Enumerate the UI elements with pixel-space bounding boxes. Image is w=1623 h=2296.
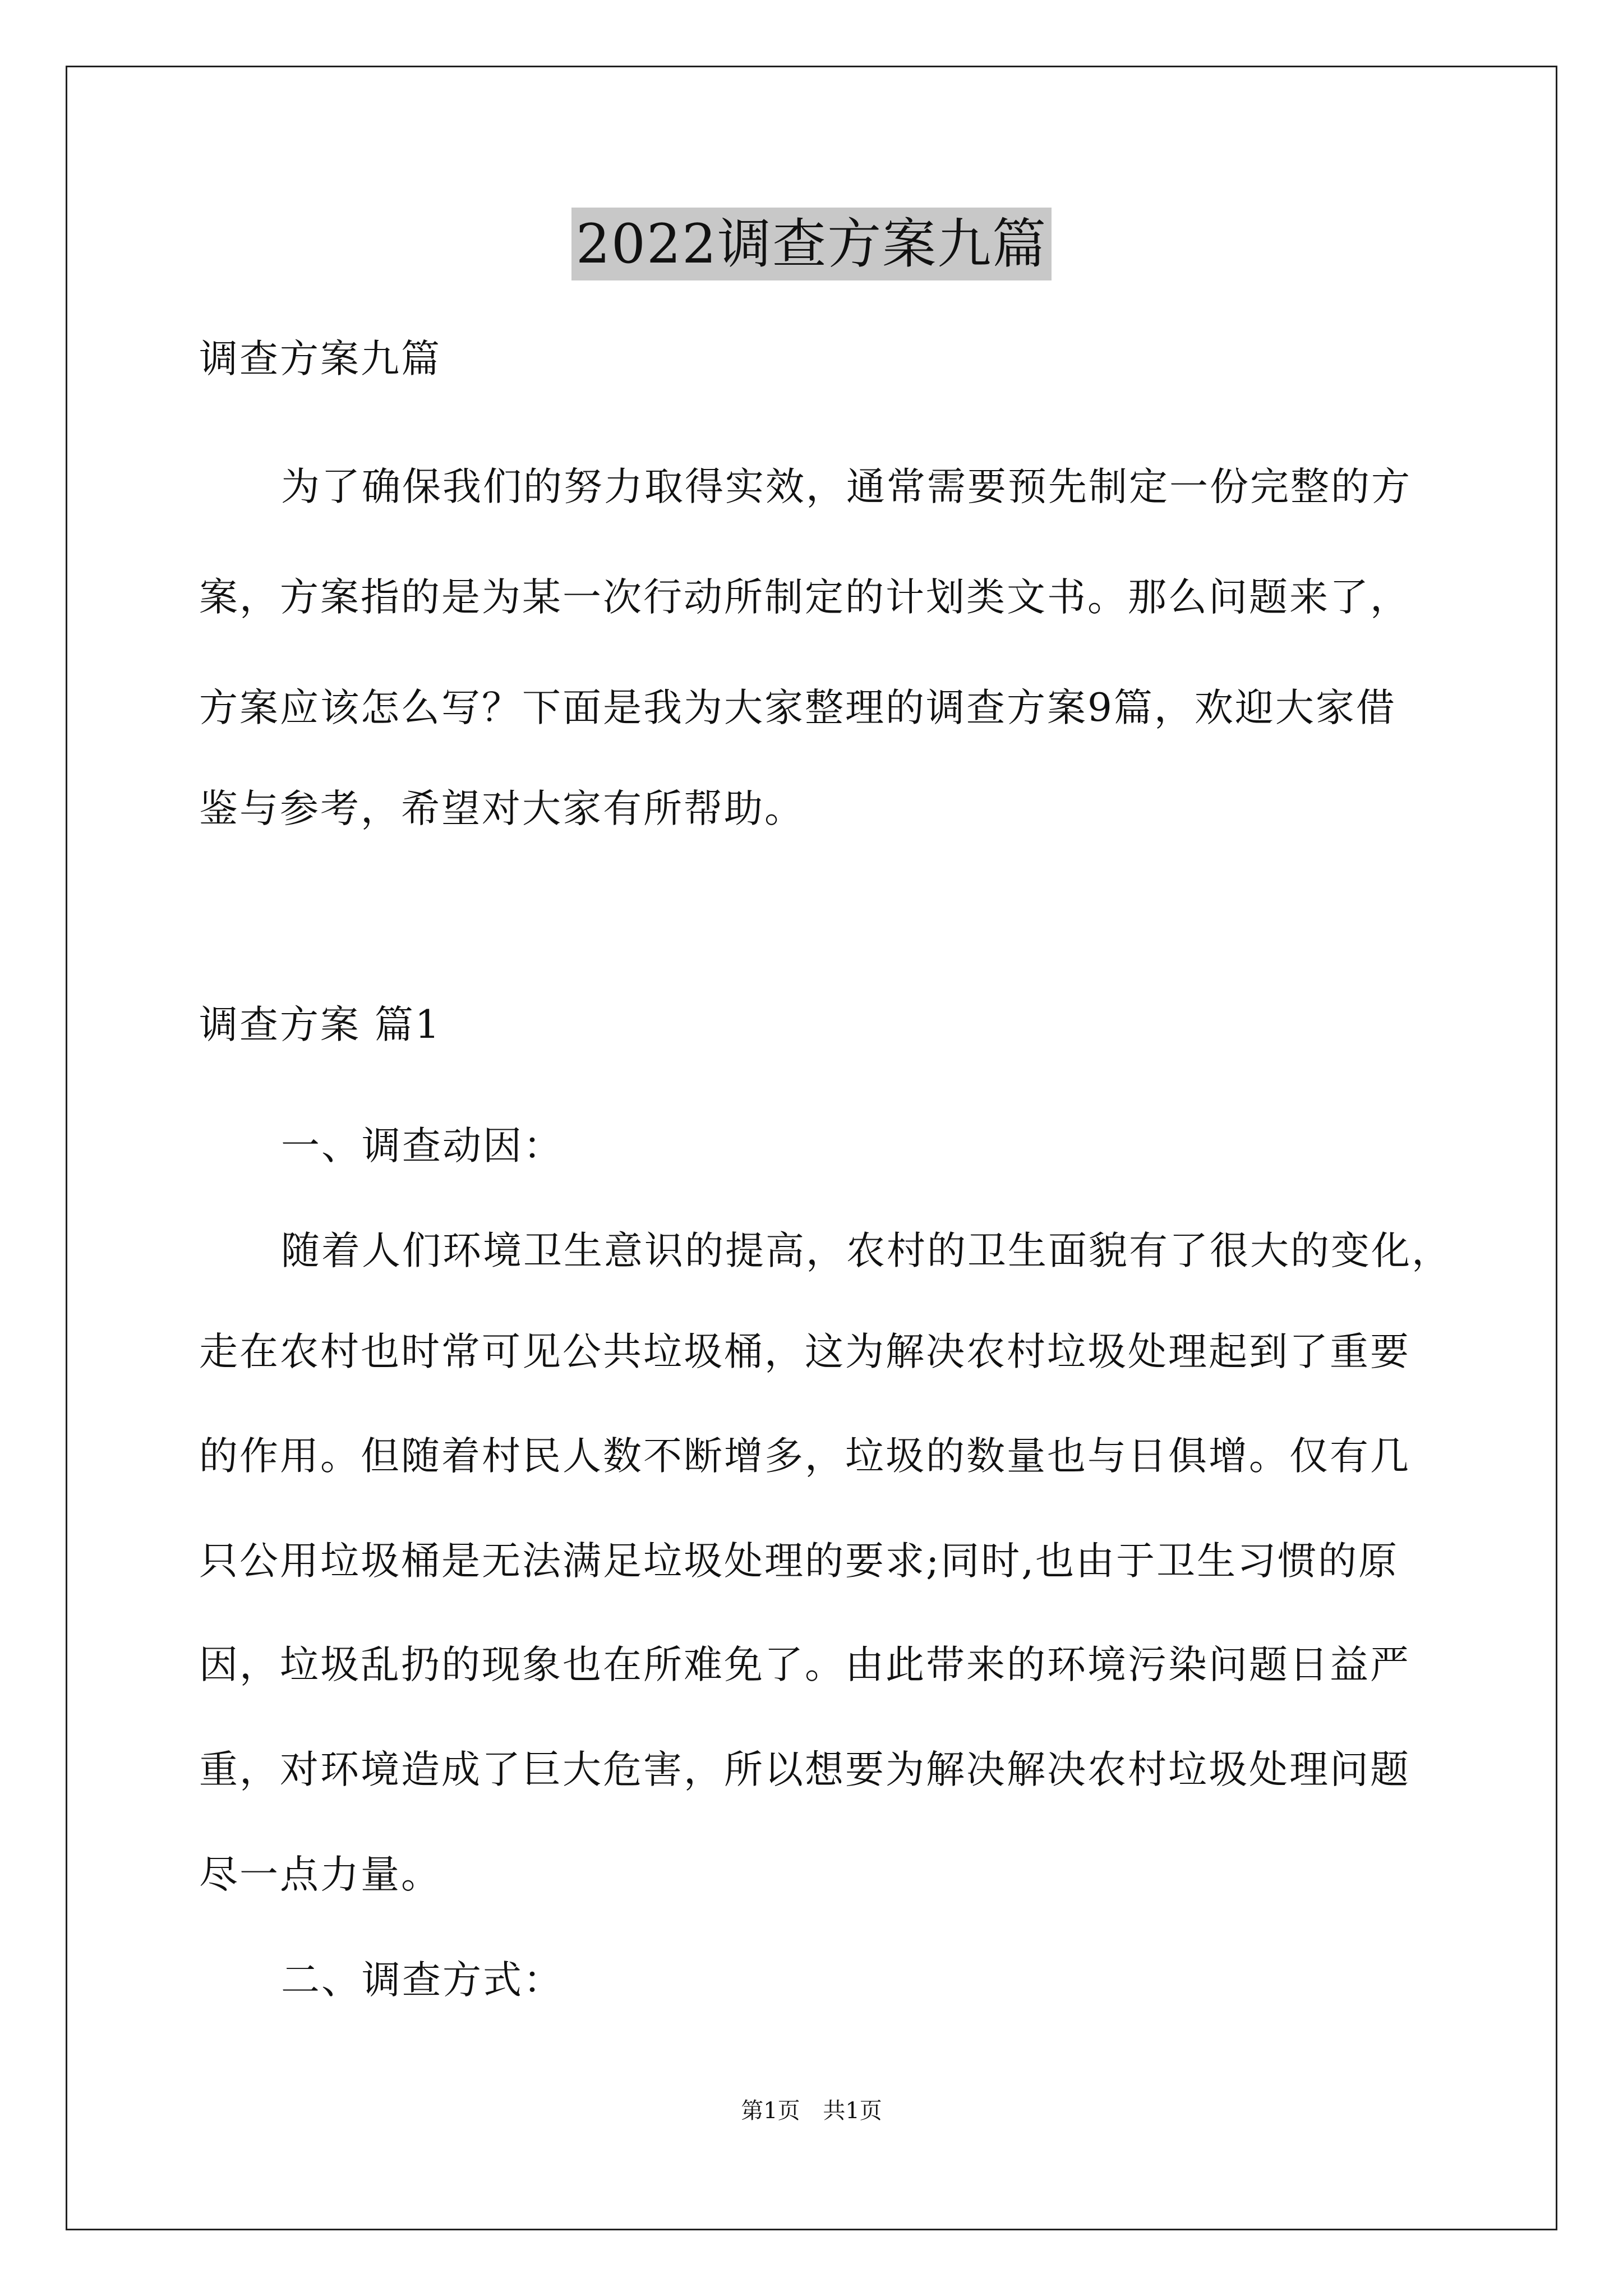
subheading-2: 二、调查方式：: [281, 1958, 564, 2003]
para-line-2: 走在农村也时常可见公共垃圾桶，这为解决农村垃圾处理起到了重要: [199, 1329, 1410, 1374]
title-wrap: [0, 208, 1623, 280]
para-line-7: 尽一点力量。: [199, 1852, 441, 1897]
intro-line-4: 鉴与参考，希望对大家有所帮助。: [199, 786, 805, 831]
para-line-1: 随着人们环境卫生意识的提高，农村的卫生面貌有了很大的变化，: [281, 1228, 1452, 1273]
document-title: 2022调查方案九篇: [571, 208, 1052, 280]
page-total: 共1页: [823, 2098, 882, 2124]
subheading-1: 一、调查动因：: [281, 1124, 564, 1168]
intro-line-2: 案，方案指的是为某一次行动所制定的计划类文书。那么问题来了，: [199, 575, 1410, 620]
para-line-4: 只公用垃圾桶是无法满足垃圾处理的要求;同时,也由于卫生习惯的原: [199, 1539, 1399, 1584]
para-line-5: 因，垃圾乱扔的现象也在所难免了。由此带来的环境污染问题日益严: [199, 1642, 1410, 1687]
para-line-6: 重，对环境造成了巨大危害，所以想要为解决解决农村垃圾处理问题: [199, 1747, 1410, 1792]
para-line-3: 的作用。但随着村民人数不断增多，垃圾的数量也与日俱增。仅有几: [199, 1434, 1410, 1479]
intro-line-1: 为了确保我们的努力取得实效，通常需要预先制定一份完整的方: [281, 464, 1412, 509]
intro-line-3: 方案应该怎么写？下面是我为大家整理的调查方案9篇，欢迎大家借: [199, 685, 1396, 730]
subtitle-line: 调查方案九篇: [199, 337, 441, 381]
page-footer: [0, 2097, 1623, 2125]
section-heading: 调查方案 篇1: [199, 1002, 441, 1047]
page-number: 第1页: [741, 2098, 800, 2124]
